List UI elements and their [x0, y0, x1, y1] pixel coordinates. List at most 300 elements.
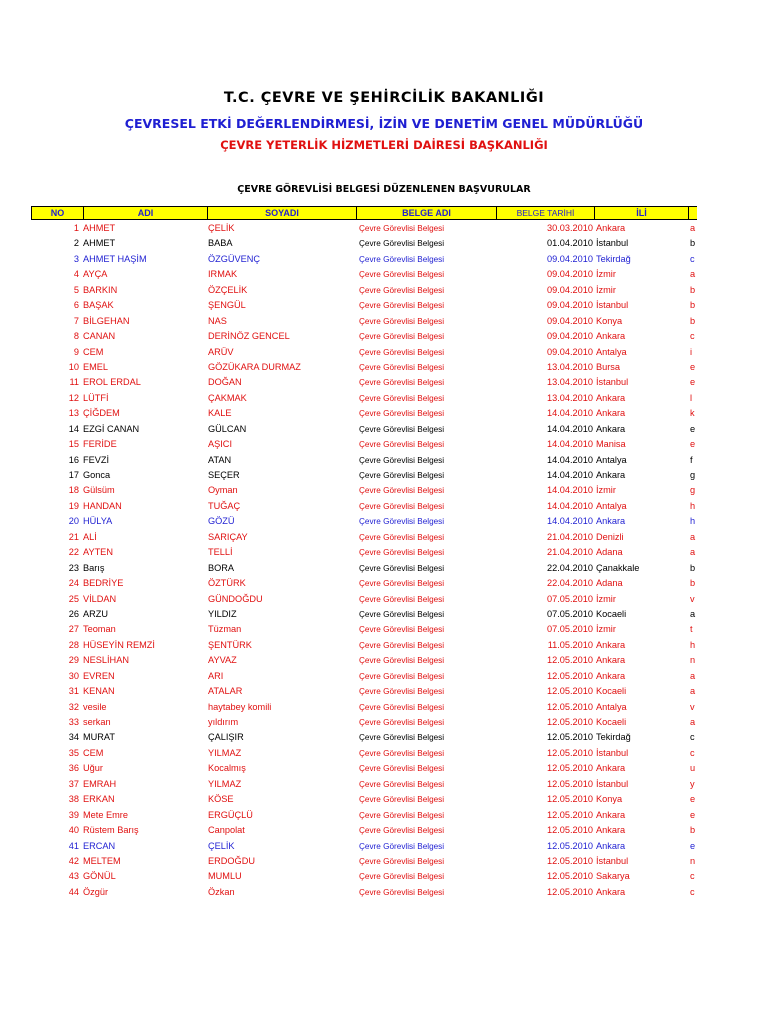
row-adi: EMRAH [83, 778, 117, 789]
row-adi: ALİ [83, 531, 97, 542]
row-adi: AYTEN [83, 547, 113, 558]
row-belge-adi: Çevre Görevlisi Belgesi [359, 285, 445, 295]
row-belge-adi: Çevre Görevlisi Belgesi [359, 764, 445, 774]
row-overflow: n [690, 855, 696, 866]
row-belge-tarihi: 14.04.2010 [547, 408, 593, 419]
row-overflow: h [690, 516, 696, 527]
row-no: 21 [68, 531, 79, 542]
row-adi: AHMET HAŞİM [83, 253, 147, 264]
row-adi: Gülsüm [83, 485, 115, 496]
row-belge-tarihi: 22.04.2010 [547, 562, 593, 573]
row-soyadi: GÖZÜ [208, 516, 235, 527]
row-ili: Konya [596, 315, 623, 326]
row-overflow: e [690, 794, 696, 805]
row-soyadi: SEÇER [208, 470, 240, 480]
table-row [0, 406, 768, 421]
row-adi: CANAN [83, 331, 116, 342]
row-soyadi: GÖZÜKARA DURMAZ [208, 361, 301, 372]
header-no: NO [31, 206, 84, 220]
department-title: ÇEVRE YETERLİK HİZMETLERİ DAİRESİ BAŞKANLIĞI [220, 138, 548, 152]
row-no: 44 [68, 886, 79, 897]
row-adi: HANDAN [83, 500, 122, 511]
table-row [0, 391, 768, 406]
row-adi: Rüstem Barış [83, 825, 139, 836]
row-belge-adi: Çevre Görevlisi Belgesi [359, 501, 445, 511]
row-ili: İstanbul [596, 300, 629, 311]
table-row [0, 622, 768, 637]
row-no: 31 [68, 686, 79, 697]
row-no: 12 [68, 392, 79, 403]
row-belge-tarihi: 12.05.2010 [547, 794, 593, 805]
row-belge-adi: Çevre Görevlisi Belgesi [359, 702, 445, 712]
row-soyadi: ARÜV [208, 346, 234, 357]
row-belge-adi: Çevre Görevlisi Belgesi [359, 856, 445, 866]
row-overflow: c [690, 253, 695, 264]
row-belge-tarihi: 13.04.2010 [547, 377, 593, 388]
table-row [0, 700, 768, 715]
row-ili: Ankara [596, 655, 626, 666]
row-overflow: b [690, 562, 696, 573]
row-no: 41 [68, 840, 79, 851]
row-no: 6 [73, 300, 79, 311]
row-belge-adi: Çevre Görevlisi Belgesi [359, 748, 445, 758]
row-belge-tarihi: 14.04.2010 [547, 439, 593, 450]
row-belge-tarihi: 09.04.2010 [547, 269, 593, 280]
row-overflow: v [690, 701, 695, 712]
row-belge-adi: Çevre Görevlisi Belgesi [359, 378, 445, 388]
row-soyadi: ÇALIŞIR [208, 732, 244, 743]
table-row [0, 869, 768, 884]
row-belge-adi: Çevre Görevlisi Belgesi [359, 532, 445, 542]
row-belge-tarihi: 07.05.2010 [547, 624, 593, 635]
row-adi: serkan [83, 717, 111, 727]
row-belge-adi: Çevre Görevlisi Belgesi [359, 548, 445, 558]
row-soyadi: ERDOĞDU [208, 855, 255, 866]
row-belge-tarihi: 30.03.2010 [547, 223, 593, 233]
row-belge-tarihi: 11.05.2010 [547, 639, 593, 650]
row-belge-adi: Çevre Görevlisi Belgesi [359, 440, 445, 450]
row-adi: GÖNÜL [83, 871, 116, 882]
row-belge-tarihi: 09.04.2010 [547, 253, 593, 264]
row-ili: Ankara [596, 470, 626, 480]
row-adi: ERKAN [83, 794, 115, 805]
row-belge-tarihi: 12.05.2010 [547, 732, 593, 743]
table-row [0, 453, 768, 468]
row-overflow: a [690, 608, 696, 619]
table-row [0, 345, 768, 360]
row-ili: İzmir [596, 269, 616, 280]
row-belge-adi: Çevre Görevlisi Belgesi [359, 517, 445, 527]
row-belge-adi: Çevre Görevlisi Belgesi [359, 872, 445, 882]
row-overflow: c [690, 331, 695, 342]
row-overflow: b [690, 315, 696, 326]
row-no: 11 [69, 377, 79, 388]
row-no: 5 [73, 284, 79, 295]
row-ili: Ankara [596, 886, 626, 897]
row-adi: HÜSEYİN REMZİ [83, 639, 155, 650]
row-belge-tarihi: 12.05.2010 [547, 670, 593, 681]
row-adi: BARKIN [83, 284, 118, 295]
row-ili: Ankara [596, 516, 626, 527]
table-row [0, 468, 768, 483]
row-ili: Antalya [596, 500, 627, 511]
row-adi: Teoman [83, 624, 116, 635]
row-adi: Uğur [83, 763, 103, 774]
row-soyadi: yıldırım [208, 717, 239, 727]
row-ili: Manisa [596, 439, 626, 450]
table-row [0, 437, 768, 452]
row-adi: AHMET [83, 238, 116, 249]
row-ili: Antalya [596, 454, 627, 465]
row-belge-tarihi: 14.04.2010 [547, 485, 593, 496]
row-overflow: a [690, 670, 696, 681]
row-ili: İstanbul [596, 747, 629, 758]
row-no: 42 [68, 855, 79, 866]
row-overflow: h [690, 639, 696, 650]
row-no: 30 [68, 670, 79, 681]
row-ili: Ankara [596, 223, 626, 233]
row-ili: Ankara [596, 763, 626, 774]
row-belge-adi: Çevre Görevlisi Belgesi [359, 718, 445, 727]
row-soyadi: TELLİ [208, 547, 233, 558]
row-belge-adi: Çevre Görevlisi Belgesi [359, 609, 445, 619]
row-belge-tarihi: 09.04.2010 [547, 300, 593, 311]
row-overflow: v [690, 593, 695, 604]
row-overflow: e [690, 439, 696, 450]
row-overflow: a [690, 223, 696, 233]
table-body [0, 221, 768, 900]
row-overflow: g [690, 485, 696, 496]
row-ili: İstanbul [596, 855, 629, 866]
row-overflow: h [690, 500, 696, 511]
row-belge-tarihi: 13.04.2010 [547, 361, 593, 372]
row-overflow: e [690, 840, 696, 851]
row-soyadi: ŞENGÜL [208, 300, 246, 311]
row-belge-adi: Çevre Görevlisi Belgesi [359, 810, 445, 820]
table-row [0, 221, 768, 236]
row-ili: İstanbul [596, 377, 629, 388]
row-soyadi: MUMLU [208, 871, 242, 882]
row-overflow: a [690, 717, 696, 727]
row-no: 20 [68, 516, 79, 527]
row-ili: Ankara [596, 825, 626, 836]
row-adi: EZGİ CANAN [83, 423, 140, 434]
row-soyadi: ÇELİK [208, 840, 235, 851]
row-belge-tarihi: 01.04.2010 [547, 238, 593, 249]
row-soyadi: KALE [208, 408, 232, 419]
row-no: 4 [73, 269, 79, 280]
row-belge-tarihi: 12.05.2010 [547, 655, 593, 666]
table-row [0, 746, 768, 761]
row-adi: Barış [83, 562, 105, 573]
row-adi: MURAT [83, 732, 115, 743]
row-belge-adi: Çevre Görevlisi Belgesi [359, 486, 445, 496]
row-belge-tarihi: 22.04.2010 [547, 578, 593, 589]
row-belge-tarihi: 12.05.2010 [547, 871, 593, 882]
row-overflow: f [690, 454, 693, 465]
row-soyadi: Özkan [208, 886, 235, 897]
row-no: 19 [68, 500, 79, 511]
row-belge-adi: Çevre Görevlisi Belgesi [359, 733, 445, 743]
row-soyadi: Kocalmış [208, 763, 246, 774]
row-adi: CEM [83, 747, 104, 758]
table-row [0, 730, 768, 745]
row-adi: FEVZİ [83, 454, 110, 465]
header-belge-tarihi: BELGE TARİHİ [496, 206, 595, 220]
row-ili: İstanbul [596, 238, 629, 249]
row-adi: ARZU [83, 608, 109, 619]
row-belge-adi: Çevre Görevlisi Belgesi [359, 656, 445, 666]
row-overflow: a [690, 547, 696, 558]
header-adi: ADI [83, 206, 208, 220]
row-no: 32 [68, 701, 79, 712]
row-ili: Denizli [596, 531, 624, 542]
row-overflow: a [690, 686, 696, 697]
row-belge-adi: Çevre Görevlisi Belgesi [359, 224, 445, 233]
row-belge-tarihi: 14.04.2010 [547, 470, 593, 480]
row-belge-adi: Çevre Görevlisi Belgesi [359, 424, 445, 434]
row-ili: Adana [596, 547, 623, 558]
row-belge-tarihi: 14.04.2010 [547, 516, 593, 527]
row-belge-adi: Çevre Görevlisi Belgesi [359, 594, 445, 604]
row-belge-adi: Çevre Görevlisi Belgesi [359, 455, 445, 465]
row-soyadi: GÜLCAN [208, 423, 247, 434]
row-belge-tarihi: 21.04.2010 [547, 531, 593, 542]
row-belge-adi: Çevre Görevlisi Belgesi [359, 779, 445, 789]
row-overflow: e [690, 361, 696, 372]
row-no: 1 [73, 223, 79, 233]
table-row [0, 638, 768, 653]
row-belge-tarihi: 12.05.2010 [547, 825, 593, 836]
row-belge-tarihi: 13.04.2010 [547, 392, 593, 403]
row-belge-tarihi: 14.04.2010 [547, 423, 593, 434]
row-soyadi: AŞICI [208, 439, 232, 450]
row-no: 8 [73, 331, 79, 342]
row-ili: Ankara [596, 331, 626, 342]
row-overflow: b [690, 825, 696, 836]
row-belge-adi: Çevre Görevlisi Belgesi [359, 239, 445, 249]
row-no: 29 [68, 655, 79, 666]
row-adi: ÇİĞDEM [83, 408, 120, 419]
row-adi: AYÇA [83, 269, 108, 280]
row-overflow: e [690, 377, 696, 388]
row-overflow: c [690, 732, 695, 743]
row-soyadi: KÖSE [208, 794, 234, 805]
row-soyadi: ŞENTÜRK [208, 639, 252, 650]
row-belge-adi: Çevre Görevlisi Belgesi [359, 640, 445, 650]
row-ili: Ankara [596, 840, 626, 851]
table-row [0, 422, 768, 437]
row-belge-tarihi: 12.05.2010 [547, 763, 593, 774]
table-row [0, 823, 768, 838]
row-no: 13 [68, 408, 79, 419]
row-ili: Antalya [596, 346, 627, 357]
row-no: 2 [73, 238, 79, 249]
row-belge-tarihi: 12.05.2010 [547, 809, 593, 820]
row-no: 23 [68, 562, 79, 573]
table-row [0, 545, 768, 560]
row-ili: İzmir [596, 284, 616, 295]
row-ili: İzmir [596, 485, 616, 496]
table-row [0, 298, 768, 313]
row-belge-adi: Çevre Görevlisi Belgesi [359, 625, 445, 635]
ministry-title: T.C. ÇEVRE VE ŞEHİRCİLİK BAKANLIĞI [223, 90, 545, 106]
table-row [0, 592, 768, 607]
row-overflow: u [690, 763, 696, 774]
row-soyadi: Oyman [208, 485, 238, 496]
table-row [0, 236, 768, 251]
row-overflow: b [690, 284, 696, 295]
row-no: 17 [68, 470, 79, 480]
row-soyadi: TUĞAÇ [208, 500, 241, 511]
row-ili: Bursa [596, 361, 621, 372]
row-soyadi: Canpolat [208, 825, 245, 836]
row-soyadi: YILMAZ [208, 747, 242, 758]
row-no: 16 [68, 454, 79, 465]
row-ili: Kocaeli [596, 686, 627, 697]
row-soyadi: NAS [208, 315, 227, 326]
row-no: 10 [68, 361, 79, 372]
row-belge-adi: Çevre Görevlisi Belgesi [359, 332, 445, 342]
row-no: 34 [68, 732, 79, 743]
row-belge-adi: Çevre Görevlisi Belgesi [359, 887, 445, 897]
row-belge-tarihi: 12.05.2010 [547, 886, 593, 897]
row-ili: Ankara [596, 408, 626, 419]
row-adi: vesile [83, 701, 107, 712]
row-belge-adi: Çevre Görevlisi Belgesi [359, 409, 445, 419]
table-row [0, 576, 768, 591]
row-no: 35 [68, 747, 79, 758]
row-overflow: n [690, 655, 696, 666]
table-row [0, 808, 768, 823]
row-ili: Adana [596, 578, 623, 589]
row-adi: EROL ERDAL [83, 377, 141, 388]
row-soyadi: BABA [208, 238, 233, 249]
row-belge-tarihi: 12.05.2010 [547, 686, 593, 697]
row-belge-tarihi: 12.05.2010 [547, 701, 593, 712]
row-adi: CEM [83, 346, 104, 357]
header-ili: İLİ [594, 206, 689, 220]
row-soyadi: YILMAZ [208, 778, 242, 789]
row-adi: ERCAN [83, 840, 116, 851]
row-ili: Tekirdağ [596, 732, 631, 743]
row-soyadi: DERİNÖZ GENCEL [208, 331, 290, 342]
table-row [0, 360, 768, 375]
row-belge-adi: Çevre Görevlisi Belgesi [359, 826, 445, 836]
row-soyadi: ÖZÇELİK [208, 284, 248, 295]
row-belge-adi: Çevre Görevlisi Belgesi [359, 362, 445, 372]
row-belge-tarihi: 09.04.2010 [547, 346, 593, 357]
row-ili: Ankara [596, 423, 626, 434]
table-row [0, 607, 768, 622]
row-ili: İzmir [596, 593, 616, 604]
row-belge-tarihi: 09.04.2010 [547, 315, 593, 326]
row-overflow: g [690, 470, 696, 480]
row-adi: NESLİHAN [83, 655, 129, 666]
row-no: 43 [68, 871, 79, 882]
row-belge-adi: Çevre Görevlisi Belgesi [359, 301, 445, 311]
row-no: 40 [68, 825, 79, 836]
row-soyadi: haytabey komili [208, 701, 272, 712]
header-belge-adi: BELGE ADI [356, 206, 497, 220]
row-adi: Gonca [83, 470, 111, 480]
row-soyadi: ARI [208, 670, 224, 681]
row-adi: KENAN [83, 686, 115, 697]
row-overflow: a [690, 531, 696, 542]
row-belge-tarihi: 14.04.2010 [547, 454, 593, 465]
row-ili: İzmir [596, 624, 616, 635]
row-ili: Ankara [596, 809, 626, 820]
table-row [0, 854, 768, 869]
row-belge-tarihi: 09.04.2010 [547, 284, 593, 295]
row-overflow: c [690, 871, 695, 882]
row-soyadi: Tüzman [208, 624, 242, 635]
row-no: 37 [68, 778, 79, 789]
table-row [0, 561, 768, 576]
row-soyadi: YILDIZ [208, 608, 237, 619]
row-no: 36 [68, 763, 79, 774]
row-no: 25 [68, 593, 79, 604]
table-row [0, 267, 768, 282]
row-adi: Özgür [83, 886, 109, 897]
row-no: 27 [68, 624, 79, 635]
row-adi: LÜTFİ [83, 392, 109, 403]
row-belge-tarihi: 12.05.2010 [547, 717, 593, 727]
row-belge-adi: Çevre Görevlisi Belgesi [359, 671, 445, 681]
table-row [0, 283, 768, 298]
row-overflow: a [690, 269, 696, 280]
row-belge-adi: Çevre Görevlisi Belgesi [359, 563, 445, 573]
table-row [0, 530, 768, 545]
row-soyadi: ÖZTÜRK [208, 578, 246, 589]
table-title: ÇEVRE GÖREVLİSİ BELGESİ DÜZENLENEN BAŞVURULAR [237, 184, 531, 195]
row-no: 22 [68, 547, 79, 558]
row-belge-adi: Çevre Görevlisi Belgesi [359, 347, 445, 357]
table-row [0, 653, 768, 668]
header-soyadi: SOYADI [207, 206, 357, 220]
row-ili: Ankara [596, 639, 626, 650]
row-belge-tarihi: 07.05.2010 [547, 608, 593, 619]
row-adi: HÜLYA [83, 516, 113, 527]
row-overflow: e [690, 809, 696, 820]
table-row [0, 329, 768, 344]
row-adi: MELTEM [83, 855, 121, 866]
row-soyadi: ERGÜÇLÜ [208, 809, 253, 820]
row-soyadi: BORA [208, 562, 235, 573]
row-no: 3 [73, 253, 79, 264]
row-ili: Antalya [596, 701, 627, 712]
row-no: 24 [68, 578, 79, 589]
row-overflow: y [690, 778, 695, 789]
row-no: 7 [73, 315, 79, 326]
row-overflow: b [690, 578, 696, 589]
table-row [0, 761, 768, 776]
row-belge-tarihi: 09.04.2010 [547, 331, 593, 342]
row-no: 26 [68, 608, 79, 619]
row-no: 39 [68, 809, 79, 820]
row-overflow: e [690, 423, 696, 434]
table-row [0, 777, 768, 792]
row-adi: BAŞAK [83, 300, 114, 311]
row-adi: BİLGEHAN [83, 315, 130, 326]
table-row [0, 252, 768, 267]
directorate-title: ÇEVRESEL ETKİ DEĞERLENDİRMESİ, İZİN VE DENETİM GENEL MÜDÜRLÜĞÜ [124, 116, 644, 131]
row-overflow: k [690, 408, 695, 419]
row-belge-adi: Çevre Görevlisi Belgesi [359, 393, 445, 403]
row-soyadi: ÇAKMAK [208, 392, 247, 403]
row-adi: EVREN [83, 670, 115, 681]
row-overflow: i [690, 346, 693, 357]
